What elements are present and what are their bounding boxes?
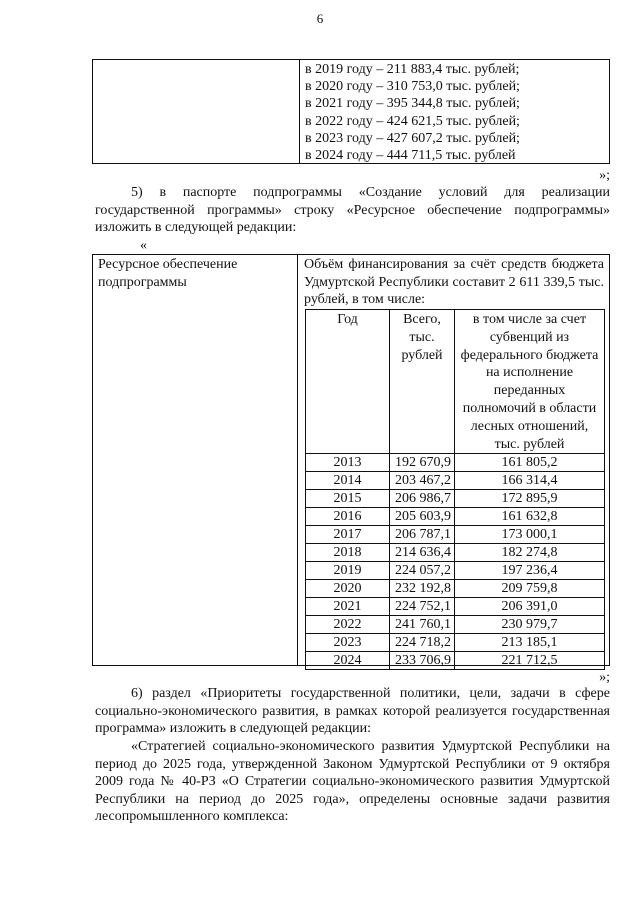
- table-row: [306, 490, 605, 508]
- table-row: [306, 616, 605, 634]
- cell-subvention: 197 236,4: [455, 562, 605, 580]
- cell-year: 2018: [306, 544, 390, 562]
- cell-total: 206 986,7: [390, 490, 455, 508]
- table-row: [306, 634, 605, 652]
- cell-year: 2023: [306, 634, 390, 652]
- item-6-text: 6) раздел «Приоритеты государственной политики, цели, задачи в сфере социально-экономического развития, в рамках которой реализуется государственная программа» изложить в следующей редакции:: [95, 686, 610, 736]
- cell-subvention: 206 391,0: [455, 598, 605, 616]
- funding-by-year-table: [305, 309, 605, 670]
- cell-total: 224 752,1: [390, 598, 455, 616]
- table-row: [306, 508, 605, 526]
- strategy-text: «Стратегией социально-экономического развития Удмуртской Республики на период до 2025 года, утвержденной Законом Удмуртской Республики от 9 октября 2009 года № 40-РЗ «О Стратегии социально-экономического развития Удмуртской Республики на период до 2025 года», определены основные задачи развития лесопромышленного комплекса:: [95, 739, 610, 824]
- funding-line-2024: в 2024 году – 444 711,5 тыс. рублей: [305, 148, 516, 164]
- closing-quote: »;: [599, 670, 610, 685]
- cell-subvention: 166 314,4: [455, 472, 605, 490]
- yearly-funding-list: [305, 61, 520, 164]
- cell-year: 2020: [306, 580, 390, 598]
- table-row: [306, 526, 605, 544]
- funding-line-2021: в 2021 году – 395 344,8 тыс. рублей;: [305, 96, 520, 112]
- table-row: [306, 544, 605, 562]
- header-total: Всего, тыс. рублей: [390, 310, 455, 454]
- cell-total: 214 636,4: [390, 544, 455, 562]
- cell-total: 232 192,8: [390, 580, 455, 598]
- table-row: [306, 580, 605, 598]
- item-6-paragraph: [95, 685, 610, 738]
- cell-subvention: 230 979,7: [455, 616, 605, 634]
- cell-subvention: 173 000,1: [455, 526, 605, 544]
- cell-year: 2019: [306, 562, 390, 580]
- cell-subvention: 221 712,5: [455, 652, 605, 670]
- item-5-paragraph: [95, 184, 610, 237]
- resource-table: [92, 254, 610, 669]
- cell-total: 206 787,1: [390, 526, 455, 544]
- cell-year: 2013: [306, 454, 390, 472]
- cell-year: 2024: [306, 652, 390, 670]
- table-row: [306, 562, 605, 580]
- strategy-paragraph: [95, 738, 610, 826]
- cell-subvention: 209 759,8: [455, 580, 605, 598]
- cell-total: 233 706,9: [390, 652, 455, 670]
- table-row: [306, 598, 605, 616]
- cell-total: 224 057,2: [390, 562, 455, 580]
- cell-year: 2022: [306, 616, 390, 634]
- cell-year: 2015: [306, 490, 390, 508]
- cell-year: 2014: [306, 472, 390, 490]
- cell-subvention: 161 632,8: [455, 508, 605, 526]
- item-5-text: 5) в паспорте подпрограммы «Создание условий для реализации государственной программы» строку «Ресурсное обеспечение подпрограммы» изложить в следующей редакции:: [95, 185, 610, 235]
- funding-line-2019: в 2019 году – 211 883,4 тыс. рублей;: [305, 62, 520, 77]
- column-divider: [297, 255, 298, 665]
- cell-year: 2017: [306, 526, 390, 544]
- continuation-table: [92, 59, 610, 164]
- cell-subvention: 182 274,8: [455, 544, 605, 562]
- table-row: [306, 454, 605, 472]
- resource-label: Ресурсное обеспечение подпрограммы: [98, 257, 238, 290]
- funding-line-2020: в 2020 году – 310 753,0 тыс. рублей;: [305, 79, 520, 95]
- cell-total: 241 760,1: [390, 616, 455, 634]
- opening-quote: «: [140, 238, 147, 253]
- funding-line-2022: в 2022 году – 424 621,5 тыс. рублей;: [305, 113, 520, 129]
- column-divider: [299, 60, 300, 163]
- header-subvention: в том числе за счет субвенций из федерального бюджета на исполнение переданных полномочий в области лесных отношений, тыс. рублей: [455, 310, 605, 454]
- cell-total: 224 718,2: [390, 634, 455, 652]
- header-year: Год: [306, 310, 390, 454]
- table-row: [306, 472, 605, 490]
- cell-year: 2021: [306, 598, 390, 616]
- cell-subvention: 172 895,9: [455, 490, 605, 508]
- funding-line-2023: в 2023 году – 427 607,2 тыс. рублей;: [305, 130, 520, 146]
- cell-subvention: 213 185,1: [455, 634, 605, 652]
- cell-subvention: 161 805,2: [455, 454, 605, 472]
- resource-description: Объём финансирования за счёт средств бюджета Удмуртской Республики составит 2 611 339,5 тыс. рублей, в том числе:: [304, 257, 604, 307]
- cell-total: 192 670,9: [390, 454, 455, 472]
- cell-year: 2016: [306, 508, 390, 526]
- cell-total: 203 467,2: [390, 472, 455, 490]
- cell-total: 205 603,9: [390, 508, 455, 526]
- table-row: [306, 652, 605, 670]
- closing-quote: »;: [599, 168, 610, 183]
- page-number: 6: [316, 11, 324, 26]
